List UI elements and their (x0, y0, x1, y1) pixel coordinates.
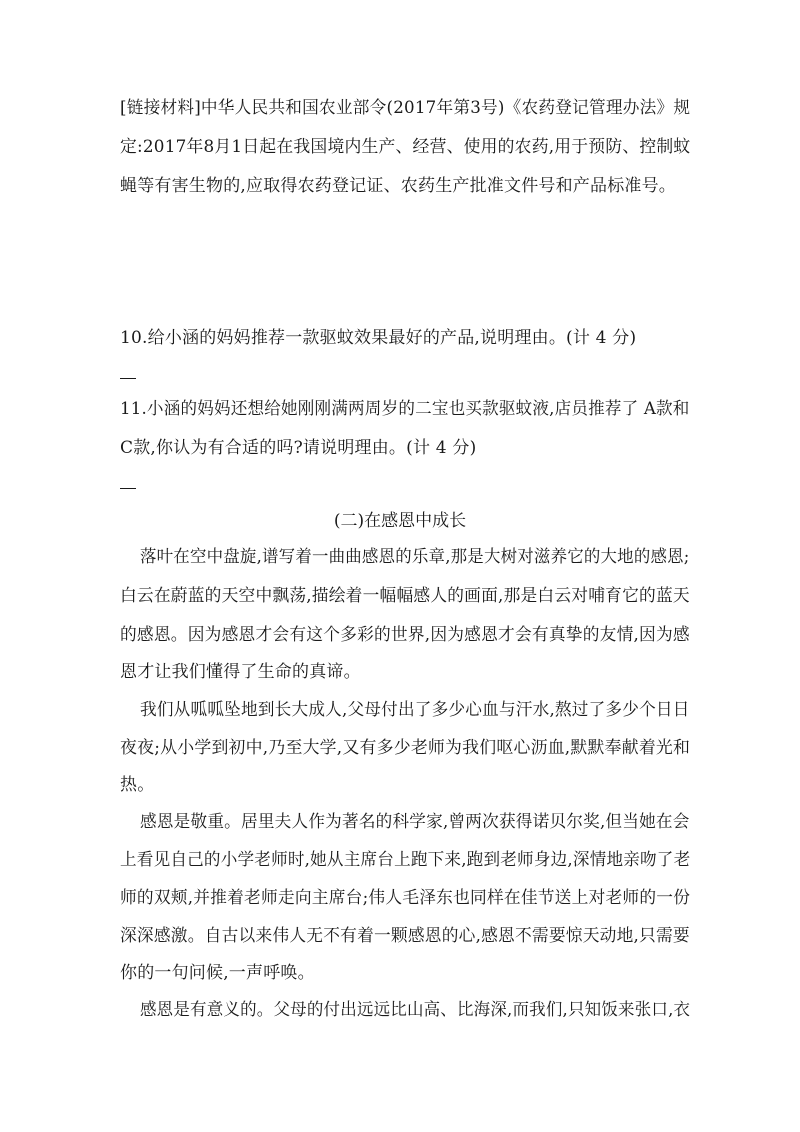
paragraph-1-line-3: 的感恩。因为感恩才会有这个多彩的世界,因为感恩才会有真挚的友情,因为感 (120, 625, 690, 645)
material-line-2: 定:2017年8月1日起在我国境内生产、经营、使用的农药,用于预防、控制蚊 (120, 137, 691, 157)
paragraph-2-line-3: 热。 (120, 775, 155, 795)
section-title: (二)在感恩中成长 (333, 511, 467, 531)
paragraph-3-line-3: 师的双颊,并推着老师走向主席台;伟人毛泽东也同样在佳节送上对老师的一份 (120, 888, 691, 908)
paragraph-1-line-4: 恩才让我们懂得了生命的真谛。 (120, 662, 361, 682)
paragraph-1-line-2: 白云在蔚蓝的天空中飘荡,描绘着一幅幅感人的画面,那是白云对哺育它的蓝天 (120, 586, 690, 606)
paragraph-3-line-2: 上看见自己的小学老师时,她从主席台上跑下来,跑到老师身边,深情地亲吻了老 (120, 850, 691, 870)
material-line-3: 蝇等有害生物的,应取得农药登记证、农药生产批准文件号和产品标准号。 (120, 176, 677, 196)
question-11-answer-line[interactable] (120, 488, 136, 489)
paragraph-2-line-2: 夜夜;从小学到初中,乃至大学,又有多少老师为我们呕心沥血,默默奉献着光和 (120, 738, 691, 758)
question-10-text: 10.给小涵的妈妈推荐一款驱蚊效果最好的产品,说明理由。(计 4 分) (120, 328, 637, 348)
question-10-answer-line[interactable] (120, 378, 136, 379)
paragraph-2-line-1: 我们从呱呱坠地到长大成人,父母付出了多少心血与汗水,熬过了多少个日日 (140, 700, 690, 720)
paragraph-3-line-5: 你的一句问候,一声呼唤。 (120, 963, 315, 983)
paragraph-4-line-1: 感恩是有意义的。父母的付出远远比山高、比海深,而我们,只知饭来张口,衣 (140, 1000, 691, 1020)
question-11-text-line-2: C款,你认为有合适的吗?请说明理由。(计 4 分) (120, 438, 477, 458)
question-11-text-line-1: 11.小涵的妈妈还想给她刚刚满两周岁的二宝也买款驱蚊液,店员推荐了 A款和 (120, 399, 690, 419)
material-line-1: [链接材料]中华人民共和国农业部令(2017年第3号)《农药登记管理办法》规 (120, 98, 691, 118)
paragraph-3-line-4: 深深感激。自古以来伟人无不有着一颗感恩的心,感恩不需要惊天动地,只需要 (120, 926, 690, 946)
paragraph-3-line-1: 感恩是敬重。居里夫人作为著名的科学家,曾两次获得诺贝尔奖,但当她在会 (140, 812, 690, 832)
paragraph-1-line-1: 落叶在空中盘旋,谱写着一曲曲感恩的乐章,那是大树对滋养它的大地的感恩; (140, 547, 690, 567)
